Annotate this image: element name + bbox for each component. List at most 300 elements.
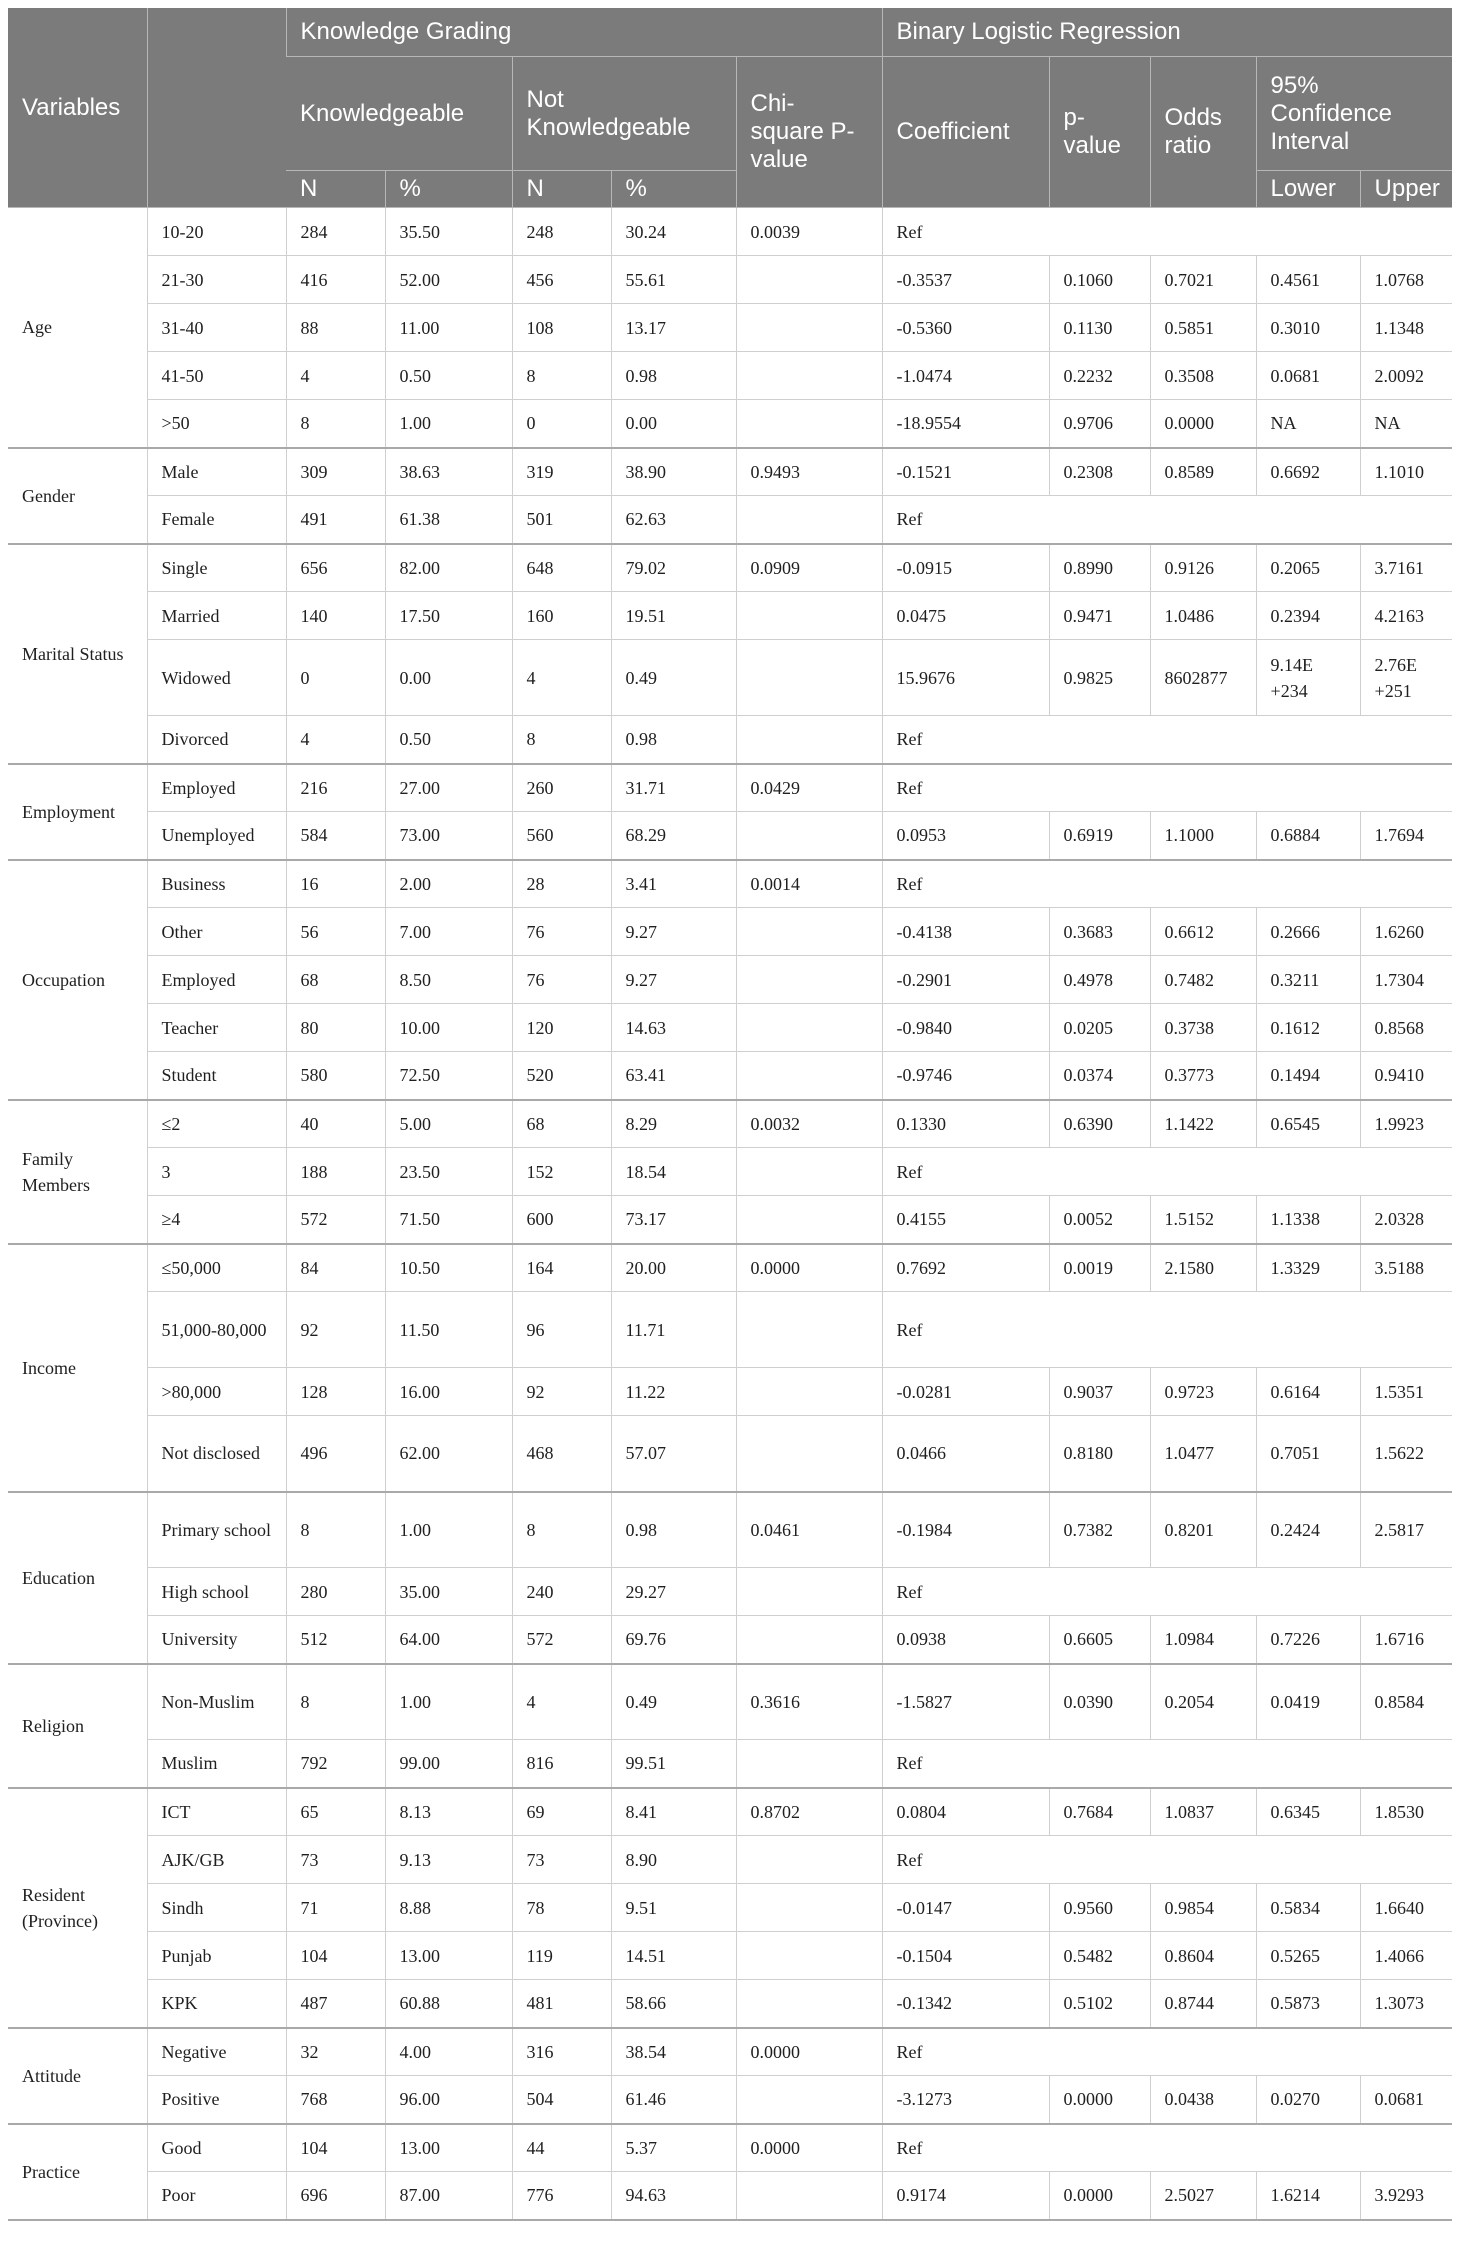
- coefficient-cell: 0.0804: [882, 1788, 1049, 1836]
- coefficient-cell: -0.2901: [882, 956, 1049, 1004]
- category-cell: 10-20: [147, 208, 286, 256]
- coefficient-cell: -3.1273: [882, 2076, 1049, 2124]
- chi-square-p-cell: [736, 304, 882, 352]
- chi-square-p-cell: [736, 1980, 882, 2028]
- knowledgeable-n-cell: 216: [286, 764, 385, 812]
- not-knowledgeable-n-cell: 160: [512, 592, 611, 640]
- odds-ratio-cell: 0.8589: [1150, 448, 1256, 496]
- knowledgeable-pct-cell: 10.50: [385, 1244, 512, 1292]
- coefficient-cell: -1.5827: [882, 1664, 1049, 1740]
- category-cell: Poor: [147, 2172, 286, 2220]
- category-cell: Male: [147, 448, 286, 496]
- knowledgeable-pct-cell: 60.88: [385, 1980, 512, 2028]
- ci-lower-cell: 0.2065: [1256, 544, 1360, 592]
- knowledgeable-n-cell: 104: [286, 1932, 385, 1980]
- chi-square-p-cell: 0.0461: [736, 1492, 882, 1568]
- knowledgeable-pct-cell: 7.00: [385, 908, 512, 956]
- table-row: [8, 2172, 1452, 2220]
- chi-square-p-cell: [736, 1148, 882, 1196]
- odds-ratio-cell: 0.3738: [1150, 1004, 1256, 1052]
- category-cell: 21-30: [147, 256, 286, 304]
- category-cell: Female: [147, 496, 286, 544]
- not-knowledgeable-n-cell: 44: [512, 2124, 611, 2172]
- not-knowledgeable-n-cell: 504: [512, 2076, 611, 2124]
- odds-ratio-cell: 1.1422: [1150, 1100, 1256, 1148]
- ci-upper-cell: 3.5188: [1360, 1244, 1452, 1292]
- odds-ratio-cell: 0.8604: [1150, 1932, 1256, 1980]
- knowledgeable-n-cell: 792: [286, 1740, 385, 1788]
- category-cell: Positive: [147, 2076, 286, 2124]
- not-knowledgeable-pct-cell: 73.17: [611, 1196, 736, 1244]
- ci-upper-cell: 2.0328: [1360, 1196, 1452, 1244]
- odds-ratio-cell: 0.7482: [1150, 956, 1256, 1004]
- table-row: [8, 956, 1452, 1004]
- p-value-cell: 0.0000: [1049, 2172, 1150, 2220]
- table-row: [8, 860, 1452, 908]
- odds-ratio-cell: 0.8744: [1150, 1980, 1256, 2028]
- category-cell: >80,000: [147, 1368, 286, 1416]
- table-row: [8, 1244, 1452, 1292]
- odds-ratio-cell: 2.1580: [1150, 1244, 1256, 1292]
- category-cell: Employed: [147, 764, 286, 812]
- p-value-cell: 0.0000: [1049, 2076, 1150, 2124]
- knowledgeable-n-cell: 65: [286, 1788, 385, 1836]
- knowledgeable-pct-cell: 8.13: [385, 1788, 512, 1836]
- chi-square-p-cell: [736, 1004, 882, 1052]
- knowledgeable-pct-cell: 71.50: [385, 1196, 512, 1244]
- category-cell: Punjab: [147, 1932, 286, 1980]
- not-knowledgeable-n-cell: 501: [512, 496, 611, 544]
- category-cell: High school: [147, 1568, 286, 1616]
- knowledgeable-pct-cell: 87.00: [385, 2172, 512, 2220]
- header-not-knowledgeable: Not Knowledgeable: [512, 57, 736, 171]
- knowledgeable-n-cell: 309: [286, 448, 385, 496]
- knowledgeable-n-cell: 696: [286, 2172, 385, 2220]
- not-knowledgeable-pct-cell: 8.90: [611, 1836, 736, 1884]
- odds-ratio-cell: 0.9723: [1150, 1368, 1256, 1416]
- category-cell: ≤50,000: [147, 1244, 286, 1292]
- category-cell: Widowed: [147, 640, 286, 716]
- category-cell: Sindh: [147, 1884, 286, 1932]
- coefficient-cell: 0.4155: [882, 1196, 1049, 1244]
- p-value-cell: 0.4978: [1049, 956, 1150, 1004]
- table-row: [8, 1292, 1452, 1368]
- chi-square-p-cell: [736, 1052, 882, 1100]
- coefficient-cell: -0.1984: [882, 1492, 1049, 1568]
- knowledgeable-pct-cell: 35.00: [385, 1568, 512, 1616]
- table-row: [8, 908, 1452, 956]
- chi-square-p-cell: 0.0429: [736, 764, 882, 812]
- coefficient-cell: Ref: [882, 1568, 1452, 1616]
- not-knowledgeable-pct-cell: 3.41: [611, 860, 736, 908]
- knowledgeable-n-cell: 512: [286, 1616, 385, 1664]
- knowledgeable-pct-cell: 0.00: [385, 640, 512, 716]
- not-knowledgeable-pct-cell: 57.07: [611, 1416, 736, 1492]
- category-cell: Divorced: [147, 716, 286, 764]
- table-row: [8, 1492, 1452, 1568]
- table-row: [8, 1664, 1452, 1740]
- knowledgeable-n-cell: 584: [286, 812, 385, 860]
- not-knowledgeable-pct-cell: 0.49: [611, 1664, 736, 1740]
- ci-lower-cell: 0.6345: [1256, 1788, 1360, 1836]
- table-row: [8, 2076, 1452, 2124]
- not-knowledgeable-n-cell: 4: [512, 640, 611, 716]
- chi-square-p-cell: [736, 1292, 882, 1368]
- category-cell: >50: [147, 400, 286, 448]
- not-knowledgeable-n-cell: 8: [512, 352, 611, 400]
- ci-upper-cell: 1.6716: [1360, 1616, 1452, 1664]
- ci-upper-cell: 1.1348: [1360, 304, 1452, 352]
- p-value-cell: 0.0205: [1049, 1004, 1150, 1052]
- ci-lower-cell: 0.7226: [1256, 1616, 1360, 1664]
- category-cell: 41-50: [147, 352, 286, 400]
- not-knowledgeable-pct-cell: 29.27: [611, 1568, 736, 1616]
- table-row: [8, 1568, 1452, 1616]
- table-row: [8, 1740, 1452, 1788]
- not-knowledgeable-n-cell: 240: [512, 1568, 611, 1616]
- knowledgeable-n-cell: 580: [286, 1052, 385, 1100]
- p-value-cell: 0.3683: [1049, 908, 1150, 956]
- not-knowledgeable-pct-cell: 38.54: [611, 2028, 736, 2076]
- knowledgeable-n-cell: 280: [286, 1568, 385, 1616]
- not-knowledgeable-pct-cell: 68.29: [611, 812, 736, 860]
- ci-upper-cell: 3.9293: [1360, 2172, 1452, 2220]
- knowledgeable-n-cell: 71: [286, 1884, 385, 1932]
- ci-lower-cell: 0.4561: [1256, 256, 1360, 304]
- not-knowledgeable-pct-cell: 38.90: [611, 448, 736, 496]
- p-value-cell: 0.8990: [1049, 544, 1150, 592]
- variable-name: Practice: [8, 2124, 147, 2220]
- not-knowledgeable-pct-cell: 0.00: [611, 400, 736, 448]
- knowledgeable-n-cell: 40: [286, 1100, 385, 1148]
- not-knowledgeable-n-cell: 776: [512, 2172, 611, 2220]
- not-knowledgeable-n-cell: 73: [512, 1836, 611, 1884]
- p-value-cell: 0.1130: [1049, 304, 1150, 352]
- chi-square-p-cell: 0.9493: [736, 448, 882, 496]
- ci-upper-cell: 1.1010: [1360, 448, 1452, 496]
- odds-ratio-cell: 0.6612: [1150, 908, 1256, 956]
- knowledgeable-pct-cell: 0.50: [385, 716, 512, 764]
- knowledgeable-n-cell: 656: [286, 544, 385, 592]
- header-ci-lower: Lower: [1256, 171, 1360, 208]
- chi-square-p-cell: 0.0014: [736, 860, 882, 908]
- knowledgeable-n-cell: 80: [286, 1004, 385, 1052]
- knowledgeable-pct-cell: 0.50: [385, 352, 512, 400]
- odds-ratio-cell: 2.5027: [1150, 2172, 1256, 2220]
- not-knowledgeable-n-cell: 600: [512, 1196, 611, 1244]
- category-cell: KPK: [147, 1980, 286, 2028]
- not-knowledgeable-n-cell: 520: [512, 1052, 611, 1100]
- category-cell: ≤2: [147, 1100, 286, 1148]
- not-knowledgeable-pct-cell: 19.51: [611, 592, 736, 640]
- knowledgeable-n-cell: 284: [286, 208, 385, 256]
- knowledgeable-pct-cell: 8.50: [385, 956, 512, 1004]
- ci-upper-cell: 1.7304: [1360, 956, 1452, 1004]
- not-knowledgeable-pct-cell: 58.66: [611, 1980, 736, 2028]
- odds-ratio-cell: 1.0486: [1150, 592, 1256, 640]
- table-row: [8, 1004, 1452, 1052]
- coefficient-cell: 0.0953: [882, 812, 1049, 860]
- category-cell: Employed: [147, 956, 286, 1004]
- p-value-cell: 0.6390: [1049, 1100, 1150, 1148]
- ci-upper-cell: 2.5817: [1360, 1492, 1452, 1568]
- not-knowledgeable-pct-cell: 9.27: [611, 908, 736, 956]
- ci-lower-cell: 0.5834: [1256, 1884, 1360, 1932]
- not-knowledgeable-pct-cell: 94.63: [611, 2172, 736, 2220]
- category-cell: Not disclosed: [147, 1416, 286, 1492]
- category-cell: University: [147, 1616, 286, 1664]
- chi-square-p-cell: [736, 352, 882, 400]
- table-row: [8, 544, 1452, 592]
- knowledgeable-n-cell: 487: [286, 1980, 385, 2028]
- coefficient-cell: -0.4138: [882, 908, 1049, 956]
- header-ci-upper: Upper: [1360, 171, 1452, 208]
- coefficient-cell: -0.9746: [882, 1052, 1049, 1100]
- not-knowledgeable-n-cell: 119: [512, 1932, 611, 1980]
- chi-square-p-cell: [736, 1884, 882, 1932]
- not-knowledgeable-pct-cell: 8.29: [611, 1100, 736, 1148]
- not-knowledgeable-pct-cell: 18.54: [611, 1148, 736, 1196]
- knowledgeable-n-cell: 4: [286, 716, 385, 764]
- variable-name: Employment: [8, 764, 147, 860]
- coefficient-cell: 0.0938: [882, 1616, 1049, 1664]
- chi-square-p-cell: 0.0000: [736, 1244, 882, 1292]
- ci-lower-cell: 0.6692: [1256, 448, 1360, 496]
- odds-ratio-cell: 8602877: [1150, 640, 1256, 716]
- knowledgeable-n-cell: 496: [286, 1416, 385, 1492]
- table-header: [8, 8, 1452, 208]
- ci-lower-cell: 0.2394: [1256, 592, 1360, 640]
- ci-upper-cell: 2.0092: [1360, 352, 1452, 400]
- chi-square-p-cell: [736, 496, 882, 544]
- not-knowledgeable-n-cell: 78: [512, 1884, 611, 1932]
- table-row: [8, 448, 1452, 496]
- chi-square-p-cell: 0.8702: [736, 1788, 882, 1836]
- not-knowledgeable-n-cell: 92: [512, 1368, 611, 1416]
- header-coefficient: Coefficient: [882, 57, 1049, 208]
- knowledgeable-pct-cell: 27.00: [385, 764, 512, 812]
- table-row: [8, 304, 1452, 352]
- knowledgeable-n-cell: 8: [286, 400, 385, 448]
- not-knowledgeable-n-cell: 248: [512, 208, 611, 256]
- chi-square-p-cell: [736, 640, 882, 716]
- knowledgeable-n-cell: 88: [286, 304, 385, 352]
- p-value-cell: 0.5102: [1049, 1980, 1150, 2028]
- knowledgeable-n-cell: 104: [286, 2124, 385, 2172]
- knowledgeable-pct-cell: 8.88: [385, 1884, 512, 1932]
- not-knowledgeable-pct-cell: 20.00: [611, 1244, 736, 1292]
- ci-lower-cell: 0.2666: [1256, 908, 1360, 956]
- not-knowledgeable-pct-cell: 31.71: [611, 764, 736, 812]
- ci-upper-cell: 1.5622: [1360, 1416, 1452, 1492]
- knowledgeable-pct-cell: 72.50: [385, 1052, 512, 1100]
- coefficient-cell: Ref: [882, 2028, 1452, 2076]
- header-chi-square: Chi-square P-value: [736, 57, 882, 208]
- ci-upper-cell: NA: [1360, 400, 1452, 448]
- ci-upper-cell: 0.9410: [1360, 1052, 1452, 1100]
- knowledgeable-n-cell: 491: [286, 496, 385, 544]
- knowledgeable-pct-cell: 16.00: [385, 1368, 512, 1416]
- p-value-cell: 0.6919: [1049, 812, 1150, 860]
- category-cell: Business: [147, 860, 286, 908]
- ci-upper-cell: 2.76E +251: [1360, 640, 1452, 716]
- knowledgeable-n-cell: 16: [286, 860, 385, 908]
- coefficient-cell: -0.0147: [882, 1884, 1049, 1932]
- table-row: [8, 1368, 1452, 1416]
- category-cell: 51,000-80,000: [147, 1292, 286, 1368]
- knowledgeable-pct-cell: 82.00: [385, 544, 512, 592]
- ci-lower-cell: 0.5265: [1256, 1932, 1360, 1980]
- chi-square-p-cell: 0.0032: [736, 1100, 882, 1148]
- category-cell: Single: [147, 544, 286, 592]
- not-knowledgeable-pct-cell: 63.41: [611, 1052, 736, 1100]
- knowledgeable-n-cell: 8: [286, 1664, 385, 1740]
- knowledgeable-pct-cell: 35.50: [385, 208, 512, 256]
- not-knowledgeable-pct-cell: 9.51: [611, 1884, 736, 1932]
- table-row: [8, 400, 1452, 448]
- knowledgeable-n-cell: 92: [286, 1292, 385, 1368]
- knowledgeable-pct-cell: 96.00: [385, 2076, 512, 2124]
- not-knowledgeable-n-cell: 260: [512, 764, 611, 812]
- chi-square-p-cell: [736, 2076, 882, 2124]
- knowledgeable-pct-cell: 13.00: [385, 2124, 512, 2172]
- knowledgeable-n-cell: 4: [286, 352, 385, 400]
- not-knowledgeable-n-cell: 69: [512, 1788, 611, 1836]
- chi-square-p-cell: [736, 256, 882, 304]
- not-knowledgeable-n-cell: 572: [512, 1616, 611, 1664]
- chi-square-p-cell: [736, 1932, 882, 1980]
- ci-upper-cell: 1.0768: [1360, 256, 1452, 304]
- header-binary-logistic-regression: Binary Logistic Regression: [882, 8, 1452, 57]
- table-row: [8, 1836, 1452, 1884]
- category-cell: 31-40: [147, 304, 286, 352]
- variable-name: Religion: [8, 1664, 147, 1788]
- category-cell: ICT: [147, 1788, 286, 1836]
- p-value-cell: 0.7684: [1049, 1788, 1150, 1836]
- ci-lower-cell: 0.1612: [1256, 1004, 1360, 1052]
- knowledgeable-pct-cell: 9.13: [385, 1836, 512, 1884]
- coefficient-cell: 0.9174: [882, 2172, 1049, 2220]
- ci-lower-cell: 0.0270: [1256, 2076, 1360, 2124]
- not-knowledgeable-pct-cell: 99.51: [611, 1740, 736, 1788]
- not-knowledgeable-pct-cell: 0.98: [611, 352, 736, 400]
- knowledgeable-pct-cell: 52.00: [385, 256, 512, 304]
- coefficient-cell: -1.0474: [882, 352, 1049, 400]
- not-knowledgeable-n-cell: 816: [512, 1740, 611, 1788]
- chi-square-p-cell: 0.0000: [736, 2028, 882, 2076]
- not-knowledgeable-n-cell: 28: [512, 860, 611, 908]
- p-value-cell: 0.9037: [1049, 1368, 1150, 1416]
- not-knowledgeable-n-cell: 468: [512, 1416, 611, 1492]
- not-knowledgeable-pct-cell: 30.24: [611, 208, 736, 256]
- chi-square-p-cell: [736, 1568, 882, 1616]
- p-value-cell: 0.1060: [1049, 256, 1150, 304]
- header-confidence-interval: 95% Confidence Interval: [1256, 57, 1452, 171]
- not-knowledgeable-pct-cell: 14.51: [611, 1932, 736, 1980]
- variable-name: Age: [8, 208, 147, 448]
- results-table: [8, 8, 1452, 2221]
- not-knowledgeable-pct-cell: 11.71: [611, 1292, 736, 1368]
- table-row: [8, 1932, 1452, 1980]
- knowledgeable-n-cell: 73: [286, 1836, 385, 1884]
- table-row: [8, 1148, 1452, 1196]
- p-value-cell: 0.9706: [1049, 400, 1150, 448]
- category-cell: AJK/GB: [147, 1836, 286, 1884]
- ci-upper-cell: 0.0681: [1360, 2076, 1452, 2124]
- p-value-cell: 0.0374: [1049, 1052, 1150, 1100]
- category-cell: Teacher: [147, 1004, 286, 1052]
- not-knowledgeable-n-cell: 481: [512, 1980, 611, 2028]
- knowledgeable-pct-cell: 73.00: [385, 812, 512, 860]
- chi-square-p-cell: 0.0909: [736, 544, 882, 592]
- not-knowledgeable-pct-cell: 69.76: [611, 1616, 736, 1664]
- chi-square-p-cell: [736, 716, 882, 764]
- variable-name: Gender: [8, 448, 147, 544]
- odds-ratio-cell: 1.0837: [1150, 1788, 1256, 1836]
- coefficient-cell: 0.7692: [882, 1244, 1049, 1292]
- coefficient-cell: -0.5360: [882, 304, 1049, 352]
- odds-ratio-cell: 0.9126: [1150, 544, 1256, 592]
- category-cell: Muslim: [147, 1740, 286, 1788]
- ci-upper-cell: 1.9923: [1360, 1100, 1452, 1148]
- not-knowledgeable-n-cell: 8: [512, 716, 611, 764]
- coefficient-cell: Ref: [882, 2124, 1452, 2172]
- p-value-cell: 0.9825: [1049, 640, 1150, 716]
- table-row: [8, 592, 1452, 640]
- ci-upper-cell: 1.3073: [1360, 1980, 1452, 2028]
- table-row: [8, 764, 1452, 812]
- table-row: [8, 1196, 1452, 1244]
- knowledgeable-pct-cell: 1.00: [385, 1492, 512, 1568]
- knowledgeable-n-cell: 8: [286, 1492, 385, 1568]
- header-category: [147, 8, 286, 208]
- odds-ratio-cell: 0.3773: [1150, 1052, 1256, 1100]
- p-value-cell: 0.9471: [1049, 592, 1150, 640]
- knowledgeable-n-cell: 128: [286, 1368, 385, 1416]
- ci-lower-cell: 0.6884: [1256, 812, 1360, 860]
- odds-ratio-cell: 0.9854: [1150, 1884, 1256, 1932]
- chi-square-p-cell: 0.0000: [736, 2124, 882, 2172]
- p-value-cell: 0.0019: [1049, 1244, 1150, 1292]
- p-value-cell: 0.0390: [1049, 1664, 1150, 1740]
- not-knowledgeable-pct-cell: 55.61: [611, 256, 736, 304]
- knowledgeable-n-cell: 188: [286, 1148, 385, 1196]
- chi-square-p-cell: [736, 1196, 882, 1244]
- not-knowledgeable-n-cell: 8: [512, 1492, 611, 1568]
- header-not-knowledgeable-pct: %: [611, 171, 736, 208]
- header-knowledgeable-n: N: [286, 171, 385, 208]
- odds-ratio-cell: 0.7021: [1150, 256, 1256, 304]
- knowledgeable-pct-cell: 38.63: [385, 448, 512, 496]
- category-cell: 3: [147, 1148, 286, 1196]
- p-value-cell: 0.0052: [1049, 1196, 1150, 1244]
- coefficient-cell: Ref: [882, 860, 1452, 908]
- header-knowledgeable: Knowledgeable: [286, 57, 512, 171]
- variable-name: Education: [8, 1492, 147, 1664]
- variable-name: Family Members: [8, 1100, 147, 1244]
- ci-upper-cell: 0.8568: [1360, 1004, 1452, 1052]
- not-knowledgeable-n-cell: 456: [512, 256, 611, 304]
- header-not-knowledgeable-n: N: [512, 171, 611, 208]
- header-odds-ratio: Odds ratio: [1150, 57, 1256, 208]
- knowledgeable-pct-cell: 13.00: [385, 1932, 512, 1980]
- ci-lower-cell: 0.6545: [1256, 1100, 1360, 1148]
- ci-lower-cell: 0.2424: [1256, 1492, 1360, 1568]
- p-value-cell: 0.9560: [1049, 1884, 1150, 1932]
- odds-ratio-cell: 0.0438: [1150, 2076, 1256, 2124]
- not-knowledgeable-pct-cell: 8.41: [611, 1788, 736, 1836]
- odds-ratio-cell: 1.1000: [1150, 812, 1256, 860]
